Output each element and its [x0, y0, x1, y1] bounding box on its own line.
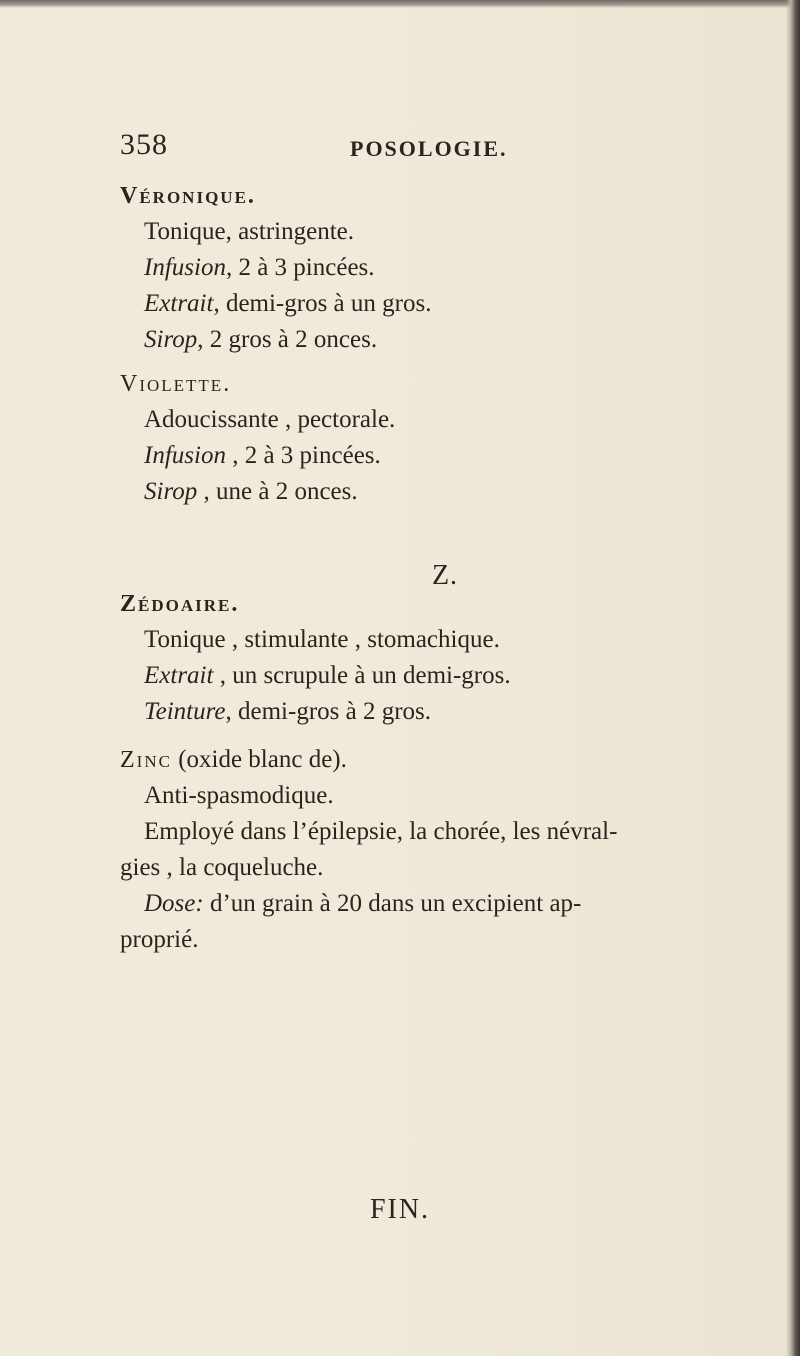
preparation-term: Extrait: [144, 290, 214, 317]
entry-line: proprié.: [120, 926, 199, 953]
entry-line: [120, 694, 770, 730]
scan-top-edge: [0, 0, 800, 8]
dosage-text: , 2 à 3 pincées.: [225, 442, 381, 469]
entry-veronique: [120, 178, 770, 358]
preparation-term: Extrait: [144, 662, 214, 689]
dosage-text: , demi-gros à 2 gros.: [225, 698, 432, 725]
entry-line: Anti-spasmodique.: [144, 782, 334, 809]
entry-heading: Véronique.: [120, 183, 256, 209]
preparation-term: Infusion: [144, 442, 226, 469]
entry-line: [120, 322, 770, 358]
section-z: [120, 548, 770, 590]
end-mark: FIN.: [369, 1194, 431, 1225]
entry-line: [120, 658, 770, 694]
preparation-term: Infusion: [144, 254, 226, 281]
entry-line: [120, 250, 770, 286]
preparation-term: Sirop: [144, 478, 198, 505]
running-title: POSOLOGIE.: [350, 136, 508, 161]
preparation-term: Sirop: [144, 326, 198, 353]
entry-line: [120, 886, 770, 922]
entry-line: Employé dans l’épilepsie, la chorée, les névral-: [144, 818, 618, 845]
dosage-text: , 2 gros à 2 onces.: [197, 326, 378, 353]
page-number: 358: [120, 128, 168, 161]
dosage-text: d’un grain à 20 dans un excipient ap-: [203, 890, 582, 917]
entry-line: Tonique , stimulante , stomachique.: [144, 626, 500, 653]
scan-right-edge: [786, 0, 800, 1356]
preparation-term: Dose:: [144, 890, 204, 917]
entry-line: [120, 742, 770, 778]
entry-heading: Zédoaire.: [120, 591, 240, 617]
dosage-text: , demi-gros à un gros.: [213, 290, 432, 317]
entry-line: gies , la coqueluche.: [120, 854, 324, 881]
dosage-text: , une à 2 onces.: [197, 478, 358, 505]
entry-zedoaire: [120, 586, 770, 730]
preparation-term: Teinture: [144, 698, 226, 725]
dosage-text: , 2 à 3 pincées.: [225, 254, 375, 281]
entry-line: [120, 474, 770, 510]
entry-heading-rest: (oxide blanc de).: [171, 746, 347, 773]
dosage-text: , un scrupule à un demi-gros.: [213, 662, 511, 689]
entry-heading: Violette.: [120, 371, 232, 397]
entry-heading: Zinc: [120, 747, 172, 773]
entry-line: [120, 438, 770, 474]
entry-violette: [120, 366, 770, 510]
entry-line: [120, 286, 770, 322]
entry-line: Tonique, astringente.: [144, 218, 354, 245]
section-letter: Z.: [431, 560, 459, 591]
entry-zinc: [120, 742, 770, 958]
entry-line: Adoucissante , pectorale.: [144, 406, 396, 433]
